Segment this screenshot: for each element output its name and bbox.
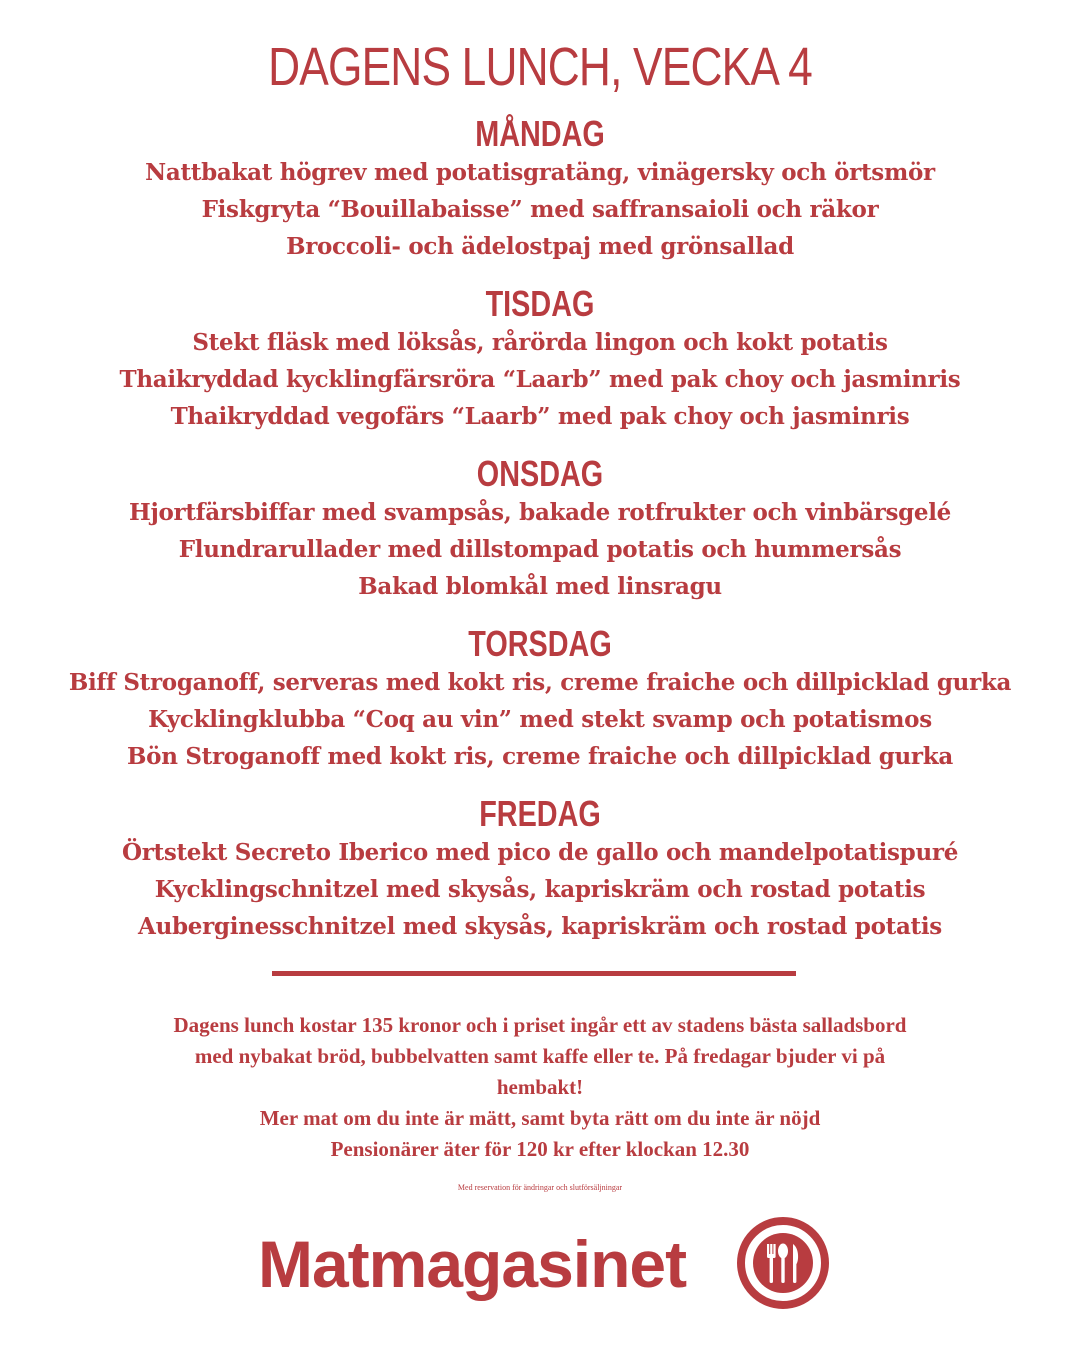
dish-item: Auberginesschnitzel med skysås, kapriskräm och rostad potatis xyxy=(138,913,942,940)
dish-item: Stekt fläsk med löksås, rårörda lingon och kokt potatis xyxy=(192,329,888,356)
brand-logo xyxy=(258,1214,838,1314)
dish-item: Örtstekt Secreto Iberico med pico de gallo och mandelpotatispuré xyxy=(121,839,959,866)
day-heading: TISDAG xyxy=(485,283,595,324)
day-heading: MÅNDAG xyxy=(475,113,605,154)
day-block-tuesday xyxy=(0,284,1080,435)
dish-item: Kycklingklubba “Coq au vin” med stekt svamp och potatismos xyxy=(148,706,932,733)
dish-item: Bakad blomkål med linsragu xyxy=(358,573,722,600)
dish-item: Nattbakat högrev med potatisgratäng, vinägersky och örtsmör xyxy=(145,159,935,186)
info-line: hembakt! xyxy=(496,1075,584,1099)
day-heading: FREDAG xyxy=(479,793,601,834)
dish-item: Biff Stroganoff, serveras med kokt ris, creme fraiche och dillpicklad gurka xyxy=(68,669,1012,696)
dish-item: Bön Stroganoff med kokt ris, creme fraiche och dillpicklad gurka xyxy=(127,743,953,770)
dish-item: Flundrarullader med dillstompad potatis och hummersås xyxy=(178,536,902,563)
dish-item: Hjortfärsbiffar med svampsås, bakade rotfrukter och vinbärsgelé xyxy=(129,499,951,526)
fork-spoon-knife-plate-icon xyxy=(736,1216,830,1310)
info-line: med nybakat bröd, bubbelvatten samt kaffe eller te. På fredagar bjuder vi på xyxy=(194,1044,886,1068)
brand-logo-text: Matmagasinet xyxy=(258,1227,687,1301)
day-heading: TORSDAG xyxy=(468,623,612,664)
dish-item: Kycklingschnitzel med skysås, kapriskräm och rostad potatis xyxy=(154,876,926,903)
dish-item: Thaikryddad kycklingfärsröra “Laarb” med pak choy och jasminris xyxy=(119,366,961,393)
dish-item: Broccoli- och ädelostpaj med grönsallad xyxy=(286,233,794,260)
day-block-monday xyxy=(0,114,1080,265)
day-block-wednesday xyxy=(0,454,1080,605)
disclaimer-text: Med reservation för ändringar och slutförsäljningar xyxy=(457,1183,623,1192)
day-block-friday xyxy=(0,794,1080,945)
day-block-thursday xyxy=(0,624,1080,775)
info-line: Mer mat om du inte är mätt, samt byta rätt om du inte är nöjd xyxy=(259,1106,821,1130)
price-info xyxy=(0,1010,1080,1165)
info-line: Pensionärer äter för 120 kr efter klockan 12.30 xyxy=(330,1137,750,1161)
info-line: Dagens lunch kostar 135 kronor och i priset ingår ett av stadens bästa salladsbord xyxy=(173,1013,907,1037)
dish-item: Fiskgryta “Bouillabaisse” med saffransaioli och räkor xyxy=(201,196,879,223)
divider-line xyxy=(272,971,796,976)
dish-item: Thaikryddad vegofärs “Laarb” med pak choy och jasminris xyxy=(170,403,910,430)
day-heading: ONSDAG xyxy=(476,453,604,494)
page-title: DAGENS LUNCH, VECKA 4 xyxy=(268,37,812,97)
